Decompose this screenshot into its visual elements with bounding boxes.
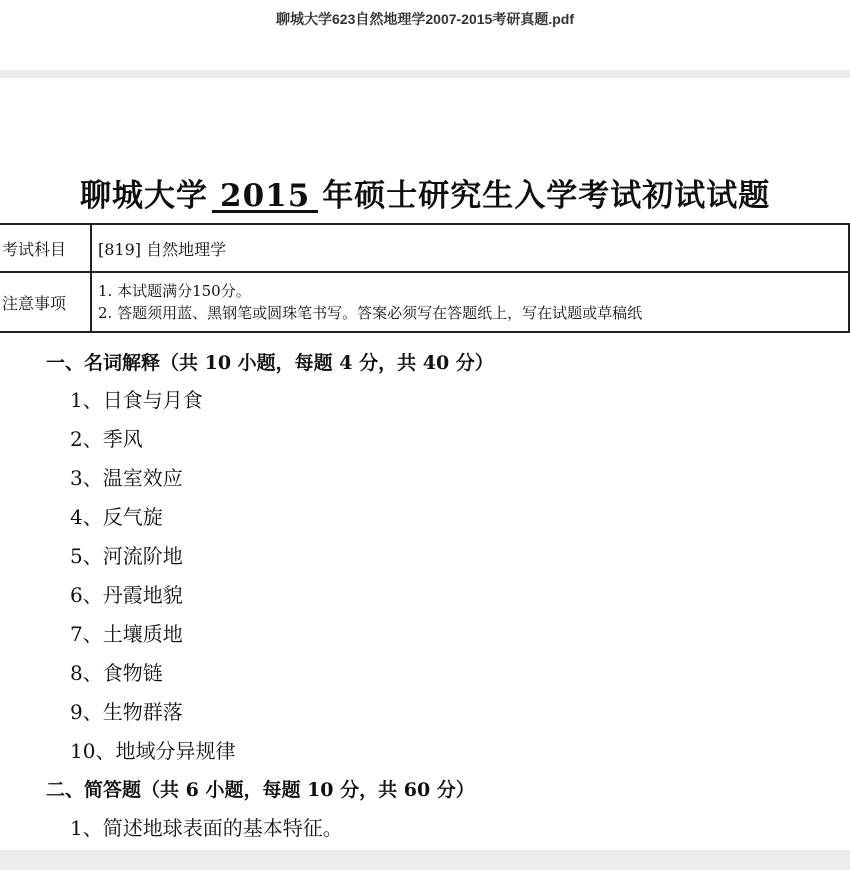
header-divider [0,70,850,78]
list-item: 10、地域分异规律 [70,739,236,763]
list-item: 2、季风 [70,427,143,451]
list-item: 8、食物链 [70,661,163,685]
document-file-name: 聊城大学623自然地理学2007-2015考研真题.pdf [276,11,574,27]
list-item: 9、生物群落 [70,700,183,724]
list-item: 3、温室效应 [70,466,183,490]
exam-title [80,170,770,215]
note-item: 1. 本试题满分150分。 [98,282,251,300]
document-page [0,78,850,850]
exam-title-suffix: 年硕士研究生入学考试初试试题 [322,178,771,214]
subject-value: [819] 自然地理学 [91,224,849,272]
exam-title-prefix: 聊城大学 [80,178,208,214]
viewer-header [0,0,850,70]
list-item: 1、简述地球表面的基本特征。 [70,816,343,840]
list-item: 1、日食与月食 [70,388,203,412]
exam-info-table [0,223,850,333]
notes-content [91,272,849,332]
note-item: 2. 答题须用蓝、黑钢笔或圆珠笔书写。答案必须写在答题纸上，写在试题或草稿纸 [98,304,643,322]
subject-label: 考试科目 [0,224,91,272]
notes-row [0,272,849,332]
subject-row [0,224,849,272]
exam-title-year: 2015 [212,182,318,213]
list-item: 5、河流阶地 [70,544,183,568]
viewer-footer-bar [0,850,850,870]
list-item: 7、土壤质地 [70,622,183,646]
section-1-list [70,381,235,771]
notes-label: 注意事项 [0,272,91,332]
section-2-heading: 二、简答题（共 6 小题，每题 10 分，共 60 分） [46,779,475,801]
list-item: 4、反气旋 [70,505,163,529]
section-1-heading: 一、名词解释（共 10 小题，每题 4 分，共 40 分） [46,352,494,374]
list-item: 6、丹霞地貌 [70,583,183,607]
